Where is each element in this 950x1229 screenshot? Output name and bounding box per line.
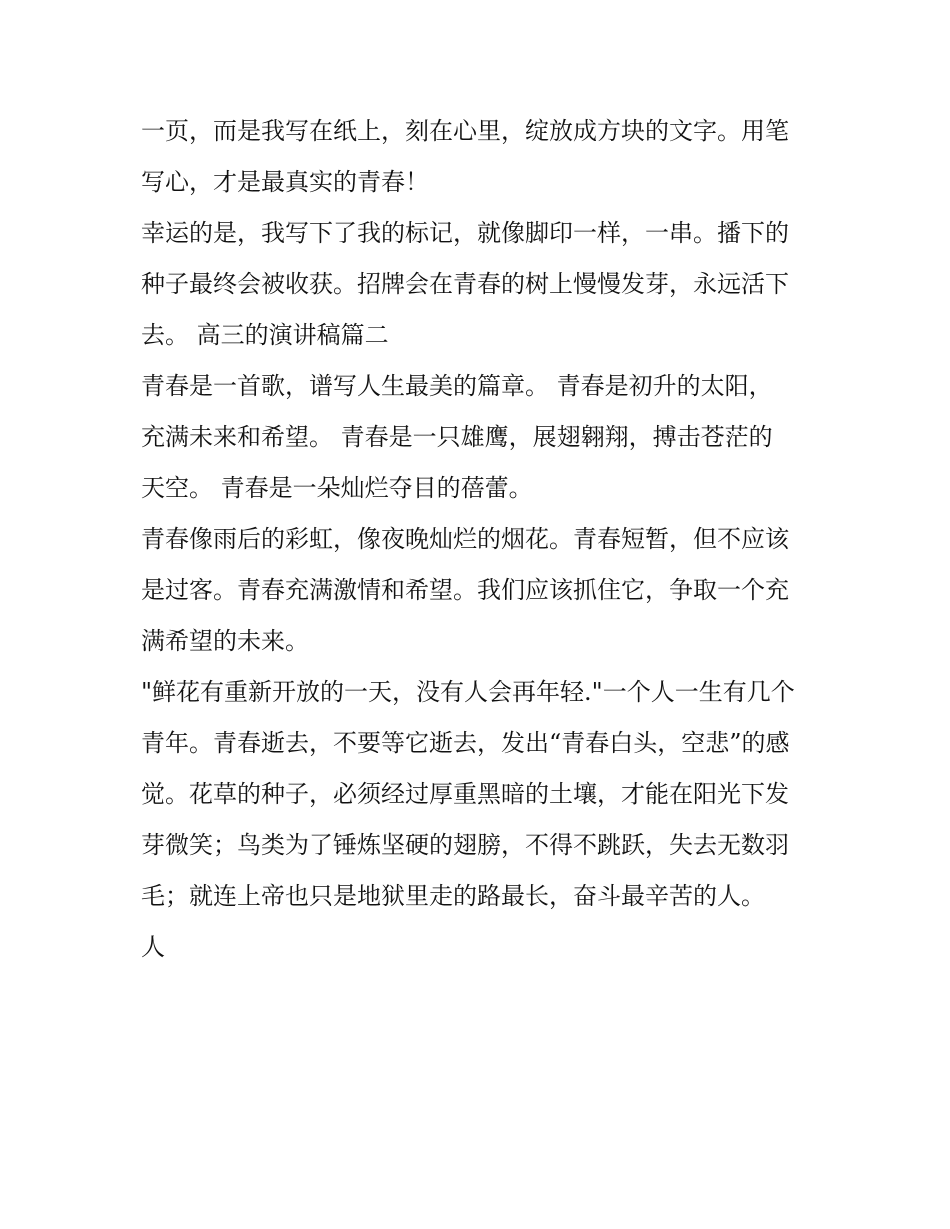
text-line: 满希望的未来。 xyxy=(141,627,309,655)
text-line: 青年。青春逝去，不要等它逝去，发出“青春白头，空悲”的感 xyxy=(141,729,790,757)
text-line: 幸运的是，我写下了我的标记，就像脚印一样，一串。播下的 xyxy=(141,219,789,247)
text-line: 种子最终会被收获。招牌会在青春的树上慢慢发芽，永远活下 xyxy=(141,270,789,298)
text-line: 天空。 青春是一朵灿烂夺目的蓓蕾。 xyxy=(141,474,533,502)
text-line: 青春是一首歌，谱写人生最美的篇章。 青春是初升的太阳， xyxy=(141,372,773,400)
text-line: 毛；就连上帝也只是地狱里走的路最长，奋斗最辛苦的人。 xyxy=(141,882,765,910)
text-line: "鲜花有重新开放的一天，没有人会再年轻."一个人一生有几个 xyxy=(141,678,795,706)
document-body xyxy=(141,106,821,973)
text-line: 人 xyxy=(141,933,165,961)
text-line: 写心，才是最真实的青春！ xyxy=(141,168,429,196)
text-line: 去。 高三的演讲稿篇二 xyxy=(141,321,389,349)
text-line: 青春像雨后的彩虹，像夜晚灿烂的烟花。青春短暂，但不应该 xyxy=(141,525,789,553)
text-line: 是过客。青春充满激情和希望。我们应该抓住它，争取一个充 xyxy=(141,576,789,604)
text-line: 芽微笑；鸟类为了锤炼坚硬的翅膀，不得不跳跃，失去无数羽 xyxy=(141,831,789,859)
text-line: 充满未来和希望。 青春是一只雄鹰，展翅翱翔，搏击苍茫的 xyxy=(141,423,773,451)
text-line: 觉。花草的种子，必须经过厚重黑暗的土壤，才能在阳光下发 xyxy=(141,780,789,808)
text-line: 一页，而是我写在纸上，刻在心里，绽放成方块的文字。用笔 xyxy=(141,117,789,145)
